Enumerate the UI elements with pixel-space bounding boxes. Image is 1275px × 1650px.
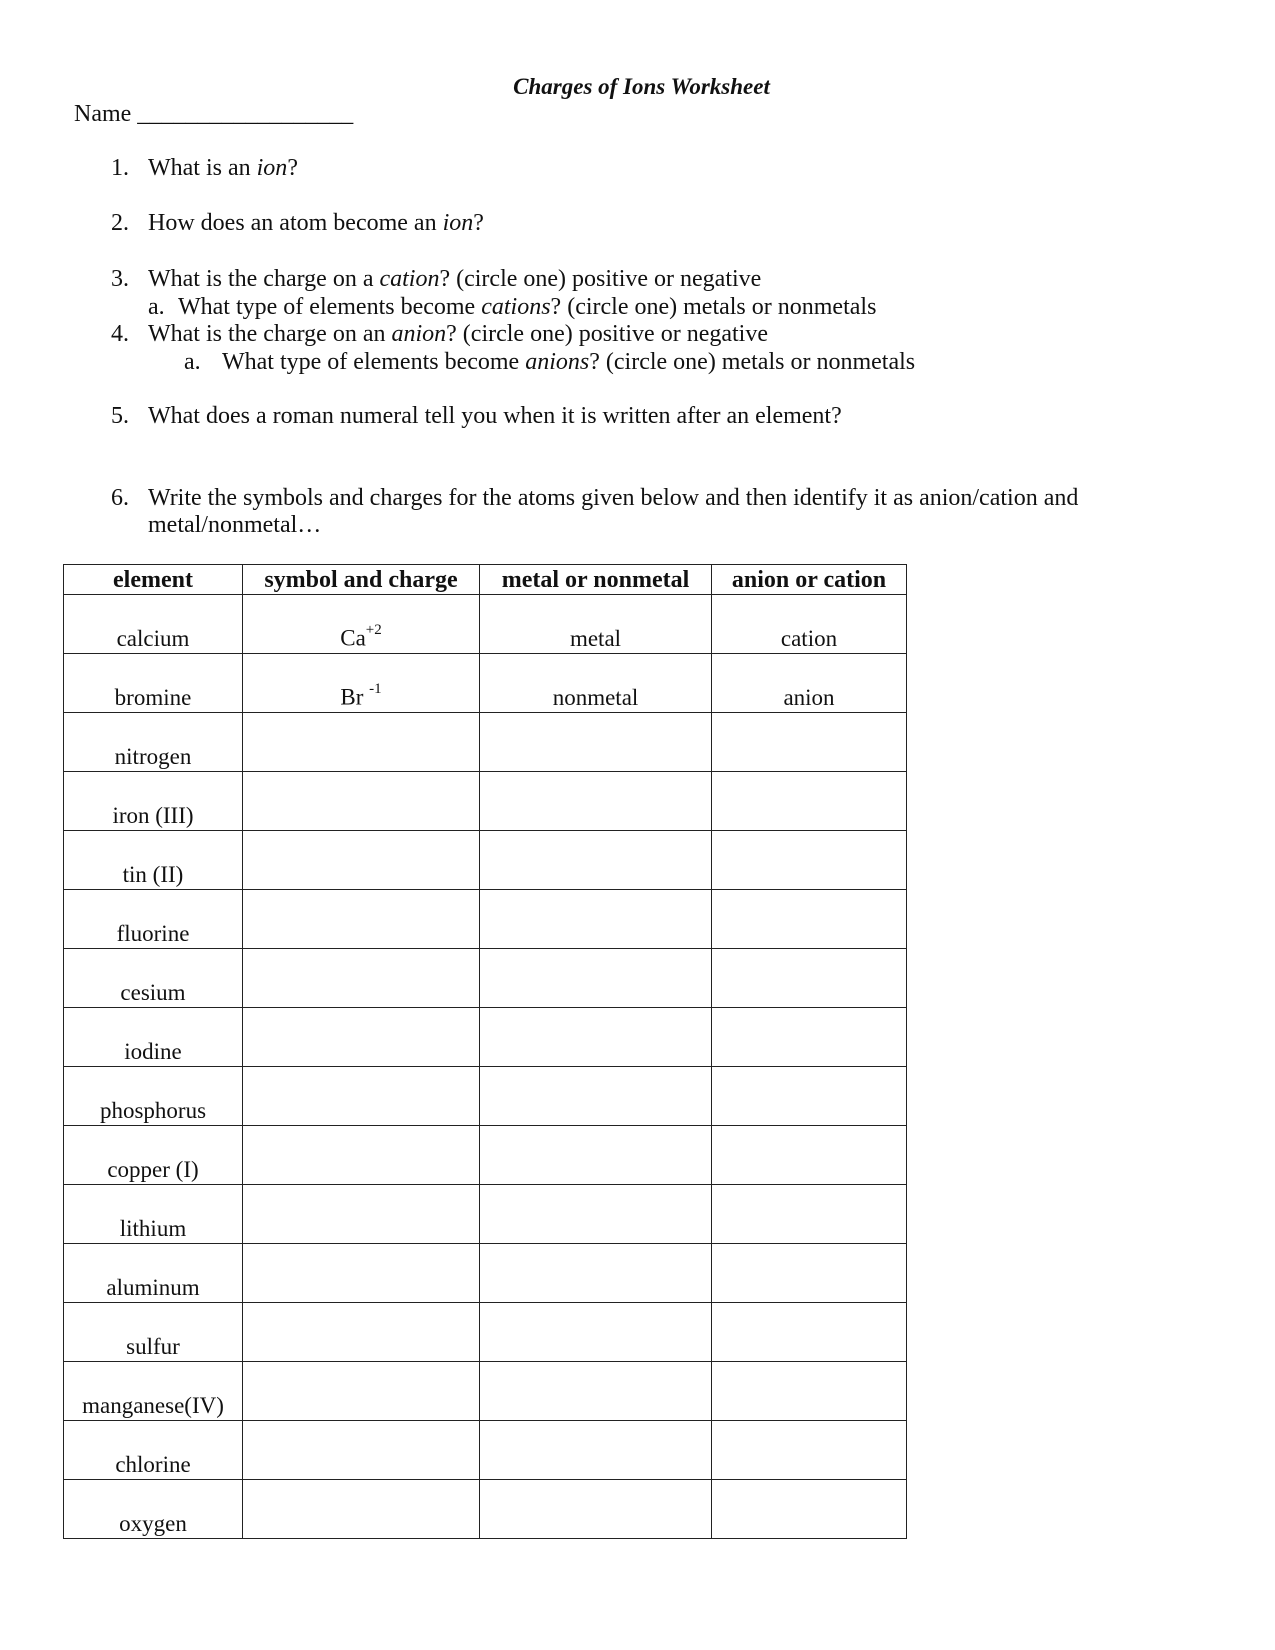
- anion-cation-cell[interactable]: anion: [712, 654, 907, 713]
- question-number: 6.: [111, 485, 129, 511]
- table-row: [64, 1421, 907, 1480]
- anion-cation-cell[interactable]: cation: [712, 595, 907, 654]
- element-cell: bromine: [64, 654, 243, 713]
- question-1: [111, 155, 298, 182]
- question-text: What is the charge on a: [148, 266, 380, 292]
- element-cell: iodine: [64, 1008, 243, 1067]
- anion-cation-cell[interactable]: [712, 1008, 907, 1067]
- question-4a: [184, 349, 916, 376]
- question-6-line2: [148, 512, 321, 539]
- symbol-charge-cell[interactable]: [243, 890, 480, 949]
- metal-nonmetal-cell[interactable]: metal: [480, 595, 712, 654]
- question-number: a.: [184, 349, 201, 375]
- anion-cation-cell[interactable]: [712, 1362, 907, 1421]
- element-cell: manganese(IV): [64, 1362, 243, 1421]
- symbol-charge-cell[interactable]: [243, 1067, 480, 1126]
- table-row: [64, 1067, 907, 1126]
- metal-nonmetal-cell[interactable]: [480, 713, 712, 772]
- element-cell: copper (I): [64, 1126, 243, 1185]
- table-row: [64, 949, 907, 1008]
- question-text: What is the charge on an: [148, 321, 392, 347]
- metal-nonmetal-cell[interactable]: [480, 1421, 712, 1480]
- table-row: [64, 1480, 907, 1539]
- metal-nonmetal-cell[interactable]: nonmetal: [480, 654, 712, 713]
- symbol-charge-cell[interactable]: [243, 1244, 480, 1303]
- charge-text: -1: [369, 681, 382, 698]
- metal-nonmetal-cell[interactable]: [480, 1244, 712, 1303]
- question-term: ion: [442, 210, 474, 236]
- element-cell: iron (III): [64, 772, 243, 831]
- metal-nonmetal-cell[interactable]: [480, 949, 712, 1008]
- column-header-element: element: [64, 565, 243, 595]
- symbol-charge-cell[interactable]: [243, 595, 480, 654]
- question-number: a.: [148, 294, 165, 320]
- question-number: 3.: [111, 266, 129, 292]
- metal-nonmetal-cell[interactable]: [480, 1008, 712, 1067]
- anion-cation-cell[interactable]: [712, 831, 907, 890]
- element-cell: cesium: [64, 949, 243, 1008]
- anion-cation-cell[interactable]: [712, 1185, 907, 1244]
- table-row: [64, 595, 907, 654]
- table-row: [64, 831, 907, 890]
- table-row: [64, 654, 907, 713]
- question-text: What is an: [148, 155, 257, 181]
- question-text: How does an atom become an: [148, 210, 443, 236]
- question-text: ? (circle one) positive or negative: [446, 321, 768, 347]
- symbol-charge-cell[interactable]: [243, 713, 480, 772]
- question-number: 2.: [111, 210, 129, 236]
- question-3a: [148, 294, 877, 321]
- symbol-charge-cell[interactable]: [243, 1185, 480, 1244]
- anion-cation-cell[interactable]: [712, 1303, 907, 1362]
- column-header-metal: metal or nonmetal: [480, 565, 712, 595]
- metal-nonmetal-cell[interactable]: [480, 1362, 712, 1421]
- ions-table: [63, 564, 907, 1539]
- question-term: anions: [525, 349, 590, 375]
- question-term: anion: [391, 321, 447, 347]
- charge-text: +2: [365, 622, 382, 639]
- question-text: ? (circle one) metals or nonmetals: [550, 294, 877, 320]
- metal-nonmetal-cell[interactable]: [480, 772, 712, 831]
- symbol-charge-cell[interactable]: [243, 1303, 480, 1362]
- anion-cation-cell[interactable]: [712, 949, 907, 1008]
- element-cell: tin (II): [64, 831, 243, 890]
- symbol-charge-cell[interactable]: [243, 1362, 480, 1421]
- question-6: [111, 485, 1079, 512]
- table-header-row: [64, 565, 907, 595]
- symbol-charge-cell[interactable]: [243, 1421, 480, 1480]
- metal-nonmetal-cell[interactable]: [480, 1067, 712, 1126]
- element-cell: lithium: [64, 1185, 243, 1244]
- anion-cation-cell[interactable]: [712, 1244, 907, 1303]
- element-cell: phosphorus: [64, 1067, 243, 1126]
- question-text: ?: [287, 155, 298, 181]
- question-5: [111, 403, 842, 430]
- symbol-charge-cell[interactable]: [243, 1480, 480, 1539]
- question-2: [111, 210, 484, 237]
- question-number: 1.: [111, 155, 129, 181]
- anion-cation-cell[interactable]: [712, 890, 907, 949]
- symbol-text: Ca: [340, 626, 366, 651]
- table-row: [64, 1303, 907, 1362]
- symbol-charge-cell[interactable]: [243, 772, 480, 831]
- table-row: [64, 1126, 907, 1185]
- element-cell: fluorine: [64, 890, 243, 949]
- question-text: metal/nonmetal…: [148, 512, 322, 538]
- question-term: cation: [379, 266, 440, 292]
- anion-cation-cell[interactable]: [712, 1421, 907, 1480]
- question-number: 5.: [111, 403, 129, 429]
- symbol-charge-cell[interactable]: [243, 949, 480, 1008]
- element-cell: aluminum: [64, 1244, 243, 1303]
- anion-cation-cell[interactable]: [712, 1067, 907, 1126]
- metal-nonmetal-cell[interactable]: [480, 1185, 712, 1244]
- question-4: [111, 321, 768, 348]
- question-text: What does a roman numeral tell you when it is written after an element?: [148, 403, 842, 429]
- table-row: [64, 1008, 907, 1067]
- question-text: ? (circle one) positive or negative: [439, 266, 762, 292]
- symbol-charge-cell[interactable]: [243, 831, 480, 890]
- symbol-text: Br: [340, 685, 370, 710]
- anion-cation-cell[interactable]: [712, 713, 907, 772]
- symbol-charge-cell[interactable]: [243, 654, 480, 713]
- table-row: [64, 1362, 907, 1421]
- metal-nonmetal-cell[interactable]: [480, 890, 712, 949]
- question-text: ? (circle one) metals or nonmetals: [589, 349, 916, 375]
- metal-nonmetal-cell[interactable]: [480, 1480, 712, 1539]
- metal-nonmetal-cell[interactable]: [480, 1303, 712, 1362]
- table-row: [64, 713, 907, 772]
- question-text: What type of elements become: [178, 294, 482, 320]
- anion-cation-cell[interactable]: [712, 1480, 907, 1539]
- column-header-symbol: symbol and charge: [243, 565, 480, 595]
- question-text: ?: [473, 210, 484, 236]
- element-cell: oxygen: [64, 1480, 243, 1539]
- question-term: cations: [481, 294, 551, 320]
- symbol-charge-cell[interactable]: [243, 1008, 480, 1067]
- question-term: ion: [256, 155, 288, 181]
- question-number: 4.: [111, 321, 129, 347]
- element-cell: calcium: [64, 595, 243, 654]
- symbol-charge-cell[interactable]: [243, 1126, 480, 1185]
- table-row: [64, 1244, 907, 1303]
- element-cell: chlorine: [64, 1421, 243, 1480]
- element-cell: sulfur: [64, 1303, 243, 1362]
- element-cell: nitrogen: [64, 713, 243, 772]
- question-3: [111, 266, 762, 293]
- question-text: Write the symbols and charges for the atoms given below and then identify it as anion/cation and: [148, 485, 1079, 511]
- name-field[interactable]: Name __________________: [74, 101, 354, 127]
- column-header-ion: anion or cation: [712, 565, 907, 595]
- anion-cation-cell[interactable]: [712, 1126, 907, 1185]
- metal-nonmetal-cell[interactable]: [480, 1126, 712, 1185]
- worksheet-title: Charges of Ions Worksheet: [513, 74, 770, 99]
- question-text: What type of elements become: [222, 349, 526, 375]
- anion-cation-cell[interactable]: [712, 772, 907, 831]
- metal-nonmetal-cell[interactable]: [480, 831, 712, 890]
- table-row: [64, 890, 907, 949]
- table-row: [64, 1185, 907, 1244]
- table-row: [64, 772, 907, 831]
